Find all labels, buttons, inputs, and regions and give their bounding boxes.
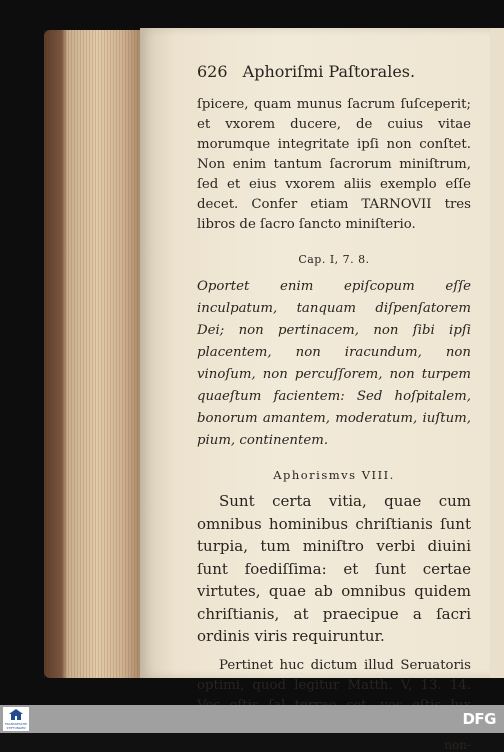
page-edges (44, 30, 142, 678)
citation: Cap. I, 7. 8. (298, 253, 370, 266)
logo-text: FRANCKESCHE STIFTUNGEN (4, 722, 28, 730)
running-title: Aphoriſmi Paſtorales. (242, 62, 416, 81)
paragraph-2: Pertinet huc dictum illud Seruatoris optimi, quod legitur Matth. V, 13. 14. (197, 657, 471, 693)
dfg-logo[interactable]: DFG (462, 710, 496, 728)
catchword: non- (444, 737, 471, 752)
viewer-footer (0, 705, 504, 733)
page-text (197, 62, 471, 752)
aphorism-heading: Aphorismvs VIII. (273, 468, 395, 482)
scripture-quote: Oportet enim epiſcopum eſſe inculpatum, tanquam diſpenſatorem Dei; non pertinacem, non ſibi ipſi placentem, non iracundum, non vinoſum, non percuſſorem, non turpem quaeſtum facientem: Sed hoſpitalem, bonorum amantem, moderatum, iuſtum, pium, continentem. (197, 279, 471, 448)
building-icon (9, 709, 23, 721)
next-page-edge (490, 28, 504, 678)
page-number: 626 (197, 62, 228, 81)
page-header (197, 62, 471, 81)
franckesche-stiftungen-logo[interactable] (3, 707, 29, 731)
paragraph-1: ſpicere, quam munus ſacrum ſuſceperit; et vxorem ducere, de cuius vitae morumque integritate ipſi non conſtet. Non enim tantum ſacrorum miniſtrum, ſed et eius vxorem aliis exemplo eſſe decet. Confer etiam TARNOVII tres libros de ſacro ſancto miniſterio. (197, 97, 471, 232)
aphorism-text: Sunt certa vitia, quae cum omnibus hominibus chriſtianis ſunt turpia, tum miniſtro verbi diuini ſunt foediſſima: et ſunt certae virtutes, quae ab omnibus quidem chriſtianis, at praecipue a ſacri ordinis viris requiruntur. (197, 492, 471, 645)
